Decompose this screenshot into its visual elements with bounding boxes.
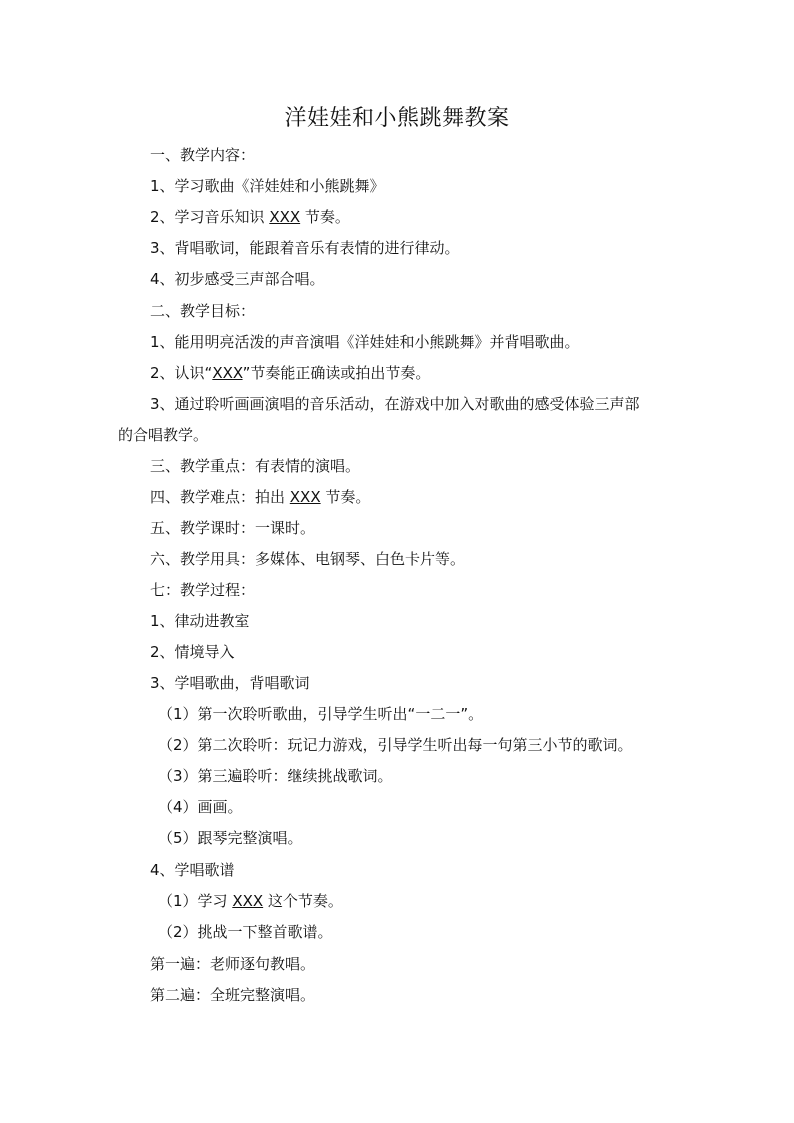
text-line: （5）跟琴完整演唱。 (158, 829, 303, 847)
text-line: 2、情境导入 (150, 643, 235, 661)
text-line: 的合唱教学。 (118, 426, 209, 444)
text-line: 一、教学内容： (150, 146, 256, 164)
text-line: （4）画画。 (158, 798, 243, 816)
text-line: 3、背唱歌词，能跟着音乐有表情的进行律动。 (150, 239, 460, 257)
rhythm-term: XXX (232, 892, 264, 910)
text-line: 1、律动进教室 (150, 612, 250, 630)
rhythm-term: XXX (269, 208, 301, 226)
text-line: 六、教学用具：多媒体、电钢琴、白色卡片等。 (150, 550, 466, 568)
text-line: 3、学唱歌曲，背唱歌词 (150, 674, 310, 692)
rhythm-term: XXX (212, 364, 243, 382)
text-line: 七：教学过程： (150, 581, 256, 599)
text-line: （3）第三遍聆听：继续挑战歌词。 (158, 767, 393, 785)
text-line: （2）挑战一下整首歌谱。 (158, 923, 333, 941)
text-line: 1、能用明亮活泼的声音演唱《洋娃娃和小熊跳舞》并背唱歌曲。 (150, 333, 580, 351)
text-line: 2、认识“XXX”节奏能正确读或拍出节奏。 (150, 364, 431, 382)
text-line: 4、初步感受三声部合唱。 (150, 270, 325, 288)
text-line: 4、学唱歌谱 (150, 861, 235, 879)
rhythm-term: XXX (289, 488, 321, 506)
text-line: 2、学习音乐知识 XXX 节奏。 (150, 208, 350, 226)
text-line: （1）第一次聆听歌曲，引导学生听出“一二一”。 (158, 705, 484, 723)
text-line: 五、教学课时：一课时。 (150, 519, 316, 537)
text-line: 二、教学目标： (150, 302, 256, 320)
text-line: 3、通过聆听画画演唱的音乐活动，在游戏中加入对歌曲的感受体验三声部 (150, 395, 640, 413)
text-line: 四、教学难点：拍出 XXX 节奏。 (150, 488, 371, 506)
text-line: 第二遍：全班完整演唱。 (150, 986, 316, 1004)
text-line: 1、学习歌曲《洋娃娃和小熊跳舞》 (150, 177, 385, 195)
text-line: （1）学习 XXX 这个节奏。 (158, 892, 343, 910)
text-line: 第一遍：老师逐句教唱。 (150, 955, 316, 973)
text-line: （2）第二次聆听：玩记力游戏，引导学生听出每一句第三小节的歌词。 (158, 736, 633, 754)
document-title: 洋娃娃和小熊跳舞教案 (284, 106, 510, 131)
text-line: 三、教学重点：有表情的演唱。 (150, 457, 361, 475)
